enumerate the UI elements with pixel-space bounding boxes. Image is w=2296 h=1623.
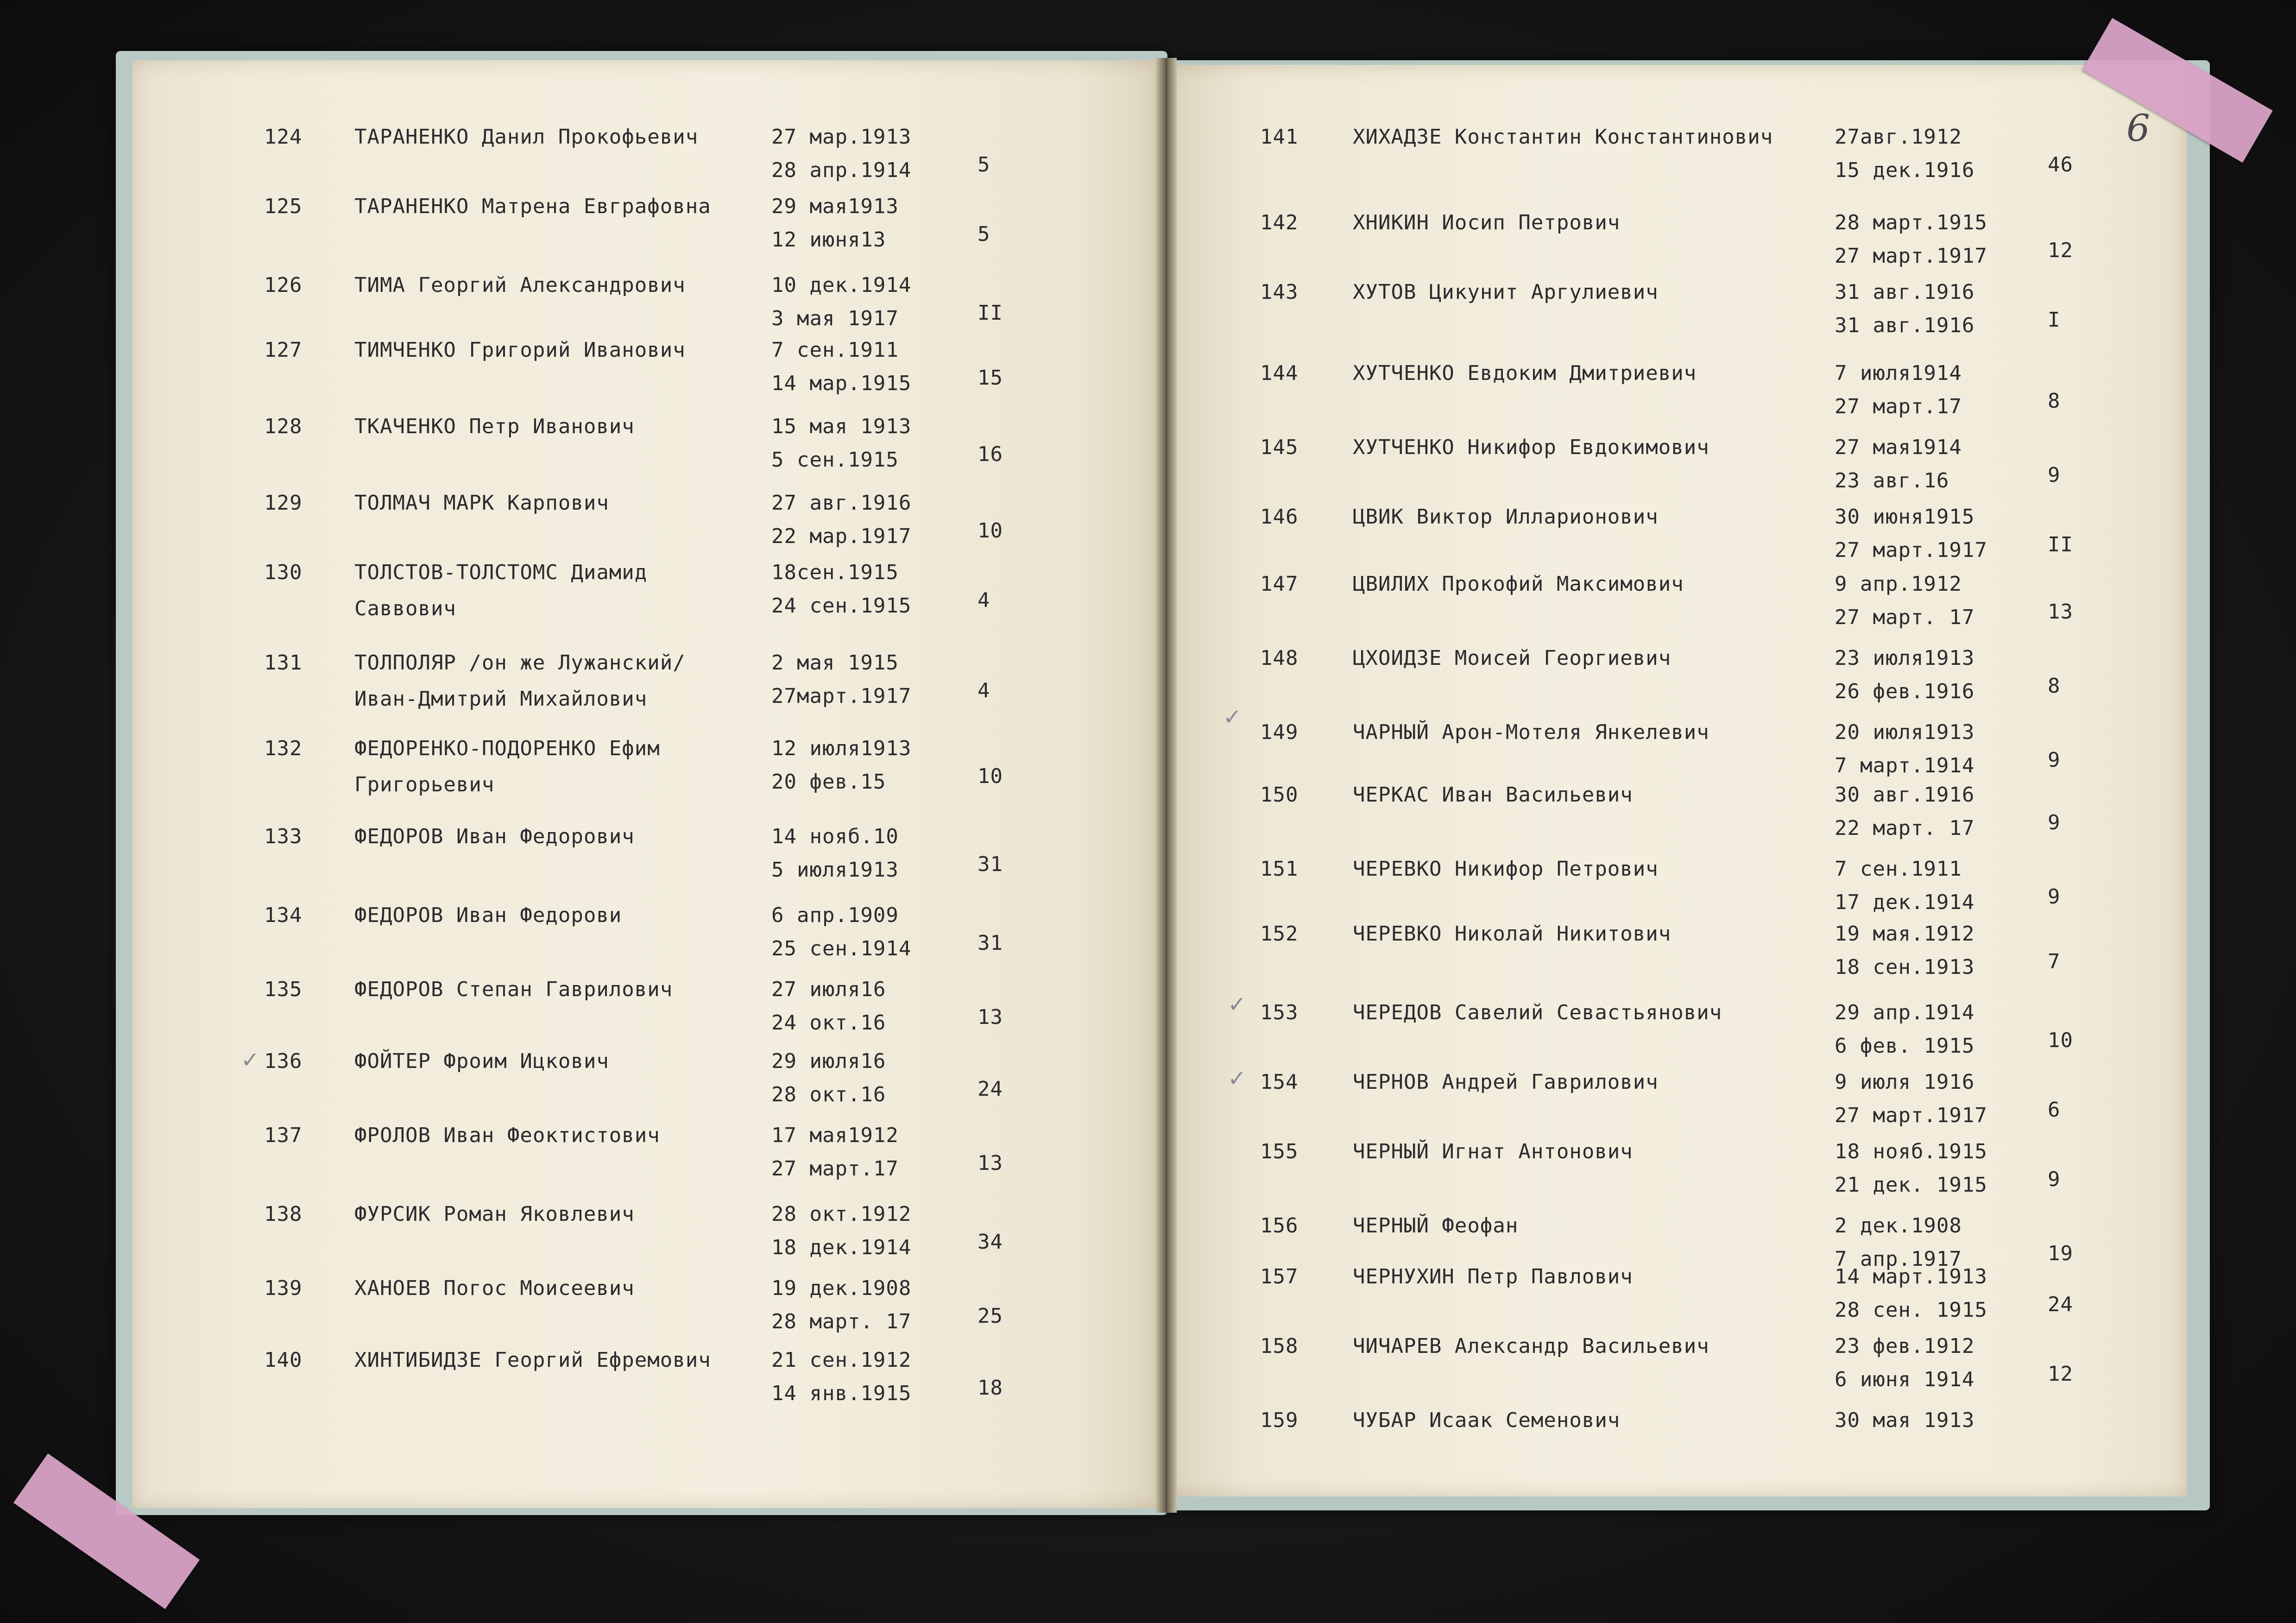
- count-value: 13: [978, 1151, 1003, 1175]
- count-value: 13: [978, 1005, 1003, 1029]
- person-name: ХУТЧЕНКО Евдоким Дмитриевич: [1353, 361, 1697, 385]
- start-date: 7 июля1914: [1835, 361, 1962, 385]
- end-date: 6 фев. 1915: [1835, 1034, 1975, 1058]
- person-name-continued: Григорьевич: [354, 773, 495, 796]
- start-date: 27 мар.1913: [771, 125, 912, 149]
- count-value: 25: [978, 1304, 1003, 1328]
- start-date: 30 июня1915: [1835, 505, 1975, 529]
- end-date: 18 сен.1913: [1835, 955, 1975, 979]
- start-date: 30 авг.1916: [1835, 783, 1975, 807]
- start-date: 23 фев.1912: [1835, 1334, 1975, 1358]
- count-value: 34: [978, 1230, 1003, 1254]
- end-date: 24 сен.1915: [771, 594, 912, 618]
- entry-number: 129: [264, 491, 303, 515]
- start-date: 7 сен.1911: [1835, 857, 1962, 881]
- start-date: 20 июля1913: [1835, 720, 1975, 744]
- count-value: 8: [2048, 389, 2061, 413]
- entry-number: 154: [1260, 1070, 1299, 1094]
- entry-number: 140: [264, 1348, 303, 1372]
- entry-number: 158: [1260, 1334, 1299, 1358]
- entry-number: 128: [264, 415, 303, 438]
- count-value: 4: [978, 679, 990, 702]
- entry-number: 155: [1260, 1140, 1299, 1163]
- end-date: 28 апр.1914: [771, 158, 912, 182]
- person-name: ЦХОИДЗЕ Моисей Георгиевич: [1353, 646, 1672, 670]
- count-value: 19: [2048, 1242, 2073, 1265]
- count-value: 24: [978, 1077, 1003, 1101]
- start-date: 7 сен.1911: [771, 338, 899, 362]
- count-value: I: [2048, 308, 2061, 332]
- end-date: 21 дек. 1915: [1835, 1173, 1987, 1197]
- person-name: ХУТЧЕНКО Никифор Евдокимович: [1353, 436, 1709, 459]
- person-name: ЧЕРЕВКО Николай Никитович: [1353, 922, 1672, 946]
- check-mark-icon: ✓: [1228, 991, 1247, 1017]
- person-name: ФЕДОРОВ Иван Федорович: [354, 825, 635, 848]
- entry-number: 152: [1260, 922, 1299, 946]
- count-value: 7: [2048, 950, 2061, 973]
- count-value: 9: [2048, 463, 2061, 487]
- count-value: 5: [978, 222, 990, 246]
- end-date: 31 авг.1916: [1835, 314, 1975, 337]
- entry-number: 147: [1260, 572, 1299, 596]
- start-date: 19 дек.1908: [771, 1276, 912, 1300]
- entry-number: 134: [264, 903, 303, 927]
- count-value: 31: [978, 931, 1003, 955]
- start-date: 10 дек.1914: [771, 273, 912, 297]
- end-date: 28 окт.16: [771, 1083, 886, 1106]
- count-value: 5: [978, 153, 990, 177]
- entry-number: 124: [264, 125, 303, 149]
- entry-number: 148: [1260, 646, 1299, 670]
- end-date: 28 сен. 1915: [1835, 1298, 1987, 1322]
- count-value: 31: [978, 853, 1003, 876]
- entry-number: 144: [1260, 361, 1299, 385]
- count-value: 15: [978, 366, 1003, 390]
- count-value: 6: [2048, 1098, 2061, 1122]
- start-date: 29 июля16: [771, 1049, 886, 1073]
- entry-number: 149: [1260, 720, 1299, 744]
- person-name: ФЕДОРОВ Иван Федорови: [354, 903, 622, 927]
- person-name: ТИМЧЕНКО Григорий Иванович: [354, 338, 686, 362]
- end-date: 28 март. 17: [771, 1310, 912, 1333]
- person-name: ЧЕРНОВ Андрей Гаврилович: [1353, 1070, 1659, 1094]
- right-page: [1167, 65, 2187, 1497]
- end-date: 27 март. 17: [1835, 606, 1975, 629]
- person-name: ЧЕРНЫЙ Игнат Антонович: [1353, 1140, 1633, 1163]
- start-date: 2 дек.1908: [1835, 1214, 1962, 1238]
- start-date: 14 март.1913: [1835, 1265, 1987, 1288]
- entry-number: 150: [1260, 783, 1299, 807]
- entry-number: 133: [264, 825, 303, 848]
- end-date: 23 авг.16: [1835, 469, 1949, 493]
- person-name: ТАРАНЕНКО Матрена Евграфовна: [354, 195, 711, 218]
- end-date: 14 янв.1915: [771, 1382, 912, 1405]
- count-value: 12: [2048, 1362, 2073, 1386]
- count-value: II: [978, 301, 1003, 325]
- person-name: ЧЕРНЫЙ Феофан: [1353, 1214, 1519, 1238]
- person-name: ЦВИЛИХ Прокофий Максимович: [1353, 572, 1684, 596]
- entry-number: 151: [1260, 857, 1299, 881]
- entry-number: 156: [1260, 1214, 1299, 1238]
- person-name: ХИНТИБИДЗЕ Георгий Ефремович: [354, 1348, 711, 1372]
- entry-number: 157: [1260, 1265, 1299, 1288]
- entry-number: 135: [264, 978, 303, 1001]
- start-date: 12 июля1913: [771, 737, 912, 760]
- start-date: 28 март.1915: [1835, 211, 1987, 234]
- end-date: 7 апр.1917: [1835, 1247, 1962, 1271]
- start-date: 30 мая 1913: [1835, 1408, 1975, 1432]
- person-name: ЦВИК Виктор Илларионович: [1353, 505, 1659, 529]
- count-value: II: [2048, 533, 2073, 556]
- entry-number: 159: [1260, 1408, 1299, 1432]
- count-value: 18: [978, 1376, 1003, 1400]
- end-date: 14 мар.1915: [771, 372, 912, 395]
- person-name: ЧЕРНУХИН Петр Павлович: [1353, 1265, 1633, 1288]
- person-name: ХНИКИН Иосип Петрович: [1353, 211, 1621, 234]
- start-date: 14 нояб.10: [771, 825, 899, 848]
- entry-number: 145: [1260, 436, 1299, 459]
- entry-number: 130: [264, 561, 303, 584]
- end-date: 5 сен.1915: [771, 448, 899, 472]
- end-date: 17 дек.1914: [1835, 890, 1975, 914]
- start-date: 31 авг.1916: [1835, 280, 1975, 304]
- entry-number: 139: [264, 1276, 303, 1300]
- count-value: 9: [2048, 885, 2061, 909]
- end-date: 20 фев.15: [771, 770, 886, 794]
- person-name: ТОЛМАЧ МАРК Карпович: [354, 491, 609, 515]
- person-name: ТОЛПОЛЯР /он же Лужанский/: [354, 651, 686, 675]
- count-value: 9: [2048, 1168, 2061, 1191]
- entry-number: 127: [264, 338, 303, 362]
- person-name: ТОЛСТОВ-ТОЛСТОМС Диамид: [354, 561, 648, 584]
- start-date: 23 июля1913: [1835, 646, 1975, 670]
- start-date: 9 апр.1912: [1835, 572, 1962, 596]
- count-value: 10: [978, 519, 1003, 543]
- count-value: 13: [2048, 600, 2073, 624]
- person-name: ФЕДОРЕНКО-ПОДОРЕНКО Ефим: [354, 737, 660, 760]
- start-date: 19 мая.1912: [1835, 922, 1975, 946]
- start-date: 28 окт.1912: [771, 1202, 912, 1226]
- end-date: 18 дек.1914: [771, 1236, 912, 1259]
- start-date: 15 мая 1913: [771, 415, 912, 438]
- end-date: 5 июля1913: [771, 858, 899, 882]
- person-name-continued: Иван-Дмитрий Михайлович: [354, 687, 648, 711]
- end-date: 22 мар.1917: [771, 524, 912, 548]
- end-date: 27 март.17: [771, 1157, 899, 1181]
- count-value: 16: [978, 442, 1003, 466]
- person-name: ЧЕРЕВКО Никифор Петрович: [1353, 857, 1659, 881]
- count-value: 10: [978, 764, 1003, 788]
- entry-number: 141: [1260, 125, 1299, 149]
- start-date: 18сен.1915: [771, 561, 899, 584]
- entry-number: 137: [264, 1124, 303, 1147]
- end-date: 27март.1917: [771, 684, 912, 708]
- end-date: 25 сен.1914: [771, 937, 912, 960]
- person-name: ЧИЧАРЕВ Александр Васильевич: [1353, 1334, 1709, 1358]
- person-name: ФУРСИК Роман Яковлевич: [354, 1202, 635, 1226]
- person-name: ЧЕРЕДОВ Савелий Севастьянович: [1353, 1001, 1722, 1024]
- person-name: ЧЕРКАС Иван Васильевич: [1353, 783, 1633, 807]
- person-name-continued: Саввович: [354, 597, 456, 620]
- entry-number: 146: [1260, 505, 1299, 529]
- end-date: 7 март.1914: [1835, 754, 1975, 777]
- start-date: 9 июля 1916: [1835, 1070, 1975, 1094]
- count-value: 9: [2048, 811, 2061, 834]
- entry-number: 142: [1260, 211, 1299, 234]
- end-date: 22 март. 17: [1835, 816, 1975, 840]
- count-value: 4: [978, 588, 990, 612]
- check-mark-icon: ✓: [1223, 704, 1242, 730]
- end-date: 3 мая 1917: [771, 307, 899, 330]
- start-date: 27 авг.1916: [771, 491, 912, 515]
- start-date: 2 мая 1915: [771, 651, 899, 675]
- entry-number: 136: [264, 1049, 303, 1073]
- person-name: ФОЙТЕР Фроим Ицкович: [354, 1049, 609, 1073]
- end-date: 27 март.1917: [1835, 244, 1987, 268]
- start-date: 6 апр.1909: [771, 903, 899, 927]
- start-date: 27авг.1912: [1835, 125, 1962, 149]
- end-date: 12 июня13: [771, 228, 886, 252]
- start-date: 29 мая1913: [771, 195, 899, 218]
- start-date: 21 сен.1912: [771, 1348, 912, 1372]
- check-mark-icon: ✓: [241, 1047, 260, 1073]
- count-value: 46: [2048, 153, 2073, 177]
- start-date: 27 мая1914: [1835, 436, 1962, 459]
- entry-number: 138: [264, 1202, 303, 1226]
- start-date: 27 июля16: [771, 978, 886, 1001]
- end-date: 27 март.17: [1835, 395, 1962, 418]
- count-value: 24: [2048, 1293, 2073, 1316]
- person-name: ЧАРНЫЙ Арон-Мотеля Янкелевич: [1353, 720, 1709, 744]
- entry-number: 153: [1260, 1001, 1299, 1024]
- count-value: 9: [2048, 748, 2061, 772]
- check-mark-icon: ✓: [1228, 1066, 1247, 1092]
- end-date: 24 окт.16: [771, 1011, 886, 1035]
- count-value: 10: [2048, 1029, 2073, 1052]
- count-value: 8: [2048, 674, 2061, 698]
- end-date: 27 март.1917: [1835, 538, 1987, 562]
- entry-number: 125: [264, 195, 303, 218]
- start-date: 17 мая1912: [771, 1124, 899, 1147]
- person-name: ФЕДОРОВ Степан Гаврилович: [354, 978, 673, 1001]
- person-name: ХУТОВ Цикунит Аргулиевич: [1353, 280, 1659, 304]
- person-name: ХИХАДЗЕ Константин Константинович: [1353, 125, 1773, 149]
- start-date: 18 нояб.1915: [1835, 1140, 1987, 1163]
- person-name: ТАРАНЕНКО Данил Прокофьевич: [354, 125, 699, 149]
- page-number: 6: [2126, 107, 2150, 150]
- start-date: 29 апр.1914: [1835, 1001, 1975, 1024]
- count-value: 12: [2048, 239, 2073, 262]
- entry-number: 143: [1260, 280, 1299, 304]
- entry-number: 132: [264, 737, 303, 760]
- end-date: 27 март.1917: [1835, 1104, 1987, 1127]
- person-name: ТИМА Георгий Александрович: [354, 273, 686, 297]
- entry-number: 126: [264, 273, 303, 297]
- end-date: 6 июня 1914: [1835, 1368, 1975, 1391]
- person-name: ХАНОЕВ Погос Моисеевич: [354, 1276, 635, 1300]
- person-name: ЧУБАР Исаак Семенович: [1353, 1408, 1621, 1432]
- entry-number: 131: [264, 651, 303, 675]
- person-name: ФРОЛОВ Иван Феоктистович: [354, 1124, 660, 1147]
- person-name: ТКАЧЕНКО Петр Иванович: [354, 415, 635, 438]
- end-date: 26 фев.1916: [1835, 680, 1975, 703]
- end-date: 15 дек.1916: [1835, 158, 1975, 182]
- book-gutter: [1156, 58, 1177, 1513]
